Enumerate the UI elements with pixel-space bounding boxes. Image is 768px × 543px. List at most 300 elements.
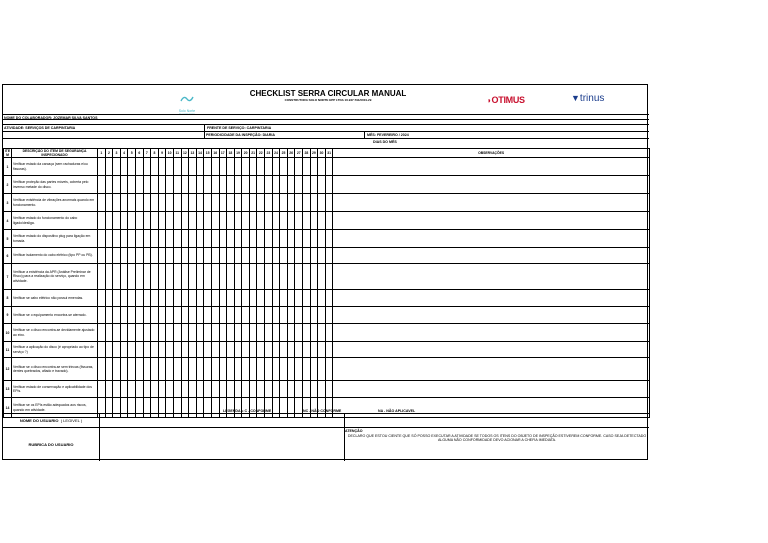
day-check-cell[interactable] <box>120 307 128 324</box>
day-check-cell[interactable] <box>204 290 212 307</box>
day-check-cell[interactable] <box>151 342 159 358</box>
day-check-cell[interactable] <box>227 158 235 176</box>
day-check-cell[interactable] <box>98 158 106 176</box>
day-check-cell[interactable] <box>265 158 273 176</box>
day-check-cell[interactable] <box>189 307 197 324</box>
day-check-cell[interactable] <box>113 290 121 307</box>
day-check-cell[interactable] <box>105 194 113 212</box>
day-check-cell[interactable] <box>166 324 174 342</box>
day-check-cell[interactable] <box>120 212 128 230</box>
day-check-cell[interactable] <box>303 324 311 342</box>
day-check-cell[interactable] <box>113 248 121 264</box>
day-check-cell[interactable] <box>249 230 257 248</box>
day-check-cell[interactable] <box>219 194 227 212</box>
day-check-cell[interactable] <box>310 230 318 248</box>
day-check-cell[interactable] <box>272 324 280 342</box>
day-check-cell[interactable] <box>181 212 189 230</box>
day-check-cell[interactable] <box>105 290 113 307</box>
day-check-cell[interactable] <box>135 158 143 176</box>
day-check-cell[interactable] <box>113 307 121 324</box>
day-check-cell[interactable] <box>113 324 121 342</box>
day-check-cell[interactable] <box>257 176 265 194</box>
day-check-cell[interactable] <box>234 342 242 358</box>
day-check-cell[interactable] <box>211 176 219 194</box>
day-check-cell[interactable] <box>310 342 318 358</box>
day-check-cell[interactable] <box>135 176 143 194</box>
day-check-cell[interactable] <box>143 264 151 290</box>
day-check-cell[interactable] <box>303 158 311 176</box>
day-check-cell[interactable] <box>135 342 143 358</box>
day-check-cell[interactable] <box>227 264 235 290</box>
day-check-cell[interactable] <box>158 248 166 264</box>
observation-cell[interactable] <box>333 290 649 307</box>
day-check-cell[interactable] <box>120 194 128 212</box>
day-check-cell[interactable] <box>295 230 303 248</box>
day-check-cell[interactable] <box>105 248 113 264</box>
day-check-cell[interactable] <box>249 176 257 194</box>
day-check-cell[interactable] <box>242 358 250 381</box>
day-check-cell[interactable] <box>287 230 295 248</box>
day-check-cell[interactable] <box>272 248 280 264</box>
day-check-cell[interactable] <box>143 212 151 230</box>
day-check-cell[interactable] <box>272 230 280 248</box>
day-check-cell[interactable] <box>272 307 280 324</box>
day-check-cell[interactable] <box>105 264 113 290</box>
day-check-cell[interactable] <box>325 290 333 307</box>
day-check-cell[interactable] <box>166 381 174 398</box>
day-check-cell[interactable] <box>105 342 113 358</box>
day-check-cell[interactable] <box>310 264 318 290</box>
observation-cell[interactable] <box>333 194 649 212</box>
day-check-cell[interactable] <box>196 158 204 176</box>
day-check-cell[interactable] <box>242 381 250 398</box>
day-check-cell[interactable] <box>227 290 235 307</box>
day-check-cell[interactable] <box>173 307 181 324</box>
day-check-cell[interactable] <box>287 212 295 230</box>
day-check-cell[interactable] <box>318 307 326 324</box>
day-check-cell[interactable] <box>98 230 106 248</box>
day-check-cell[interactable] <box>280 290 288 307</box>
day-check-cell[interactable] <box>196 307 204 324</box>
day-check-cell[interactable] <box>158 194 166 212</box>
day-check-cell[interactable] <box>219 290 227 307</box>
day-check-cell[interactable] <box>196 194 204 212</box>
day-check-cell[interactable] <box>135 290 143 307</box>
day-check-cell[interactable] <box>295 290 303 307</box>
observation-cell[interactable] <box>333 176 649 194</box>
day-check-cell[interactable] <box>98 342 106 358</box>
day-check-cell[interactable] <box>120 358 128 381</box>
observation-cell[interactable] <box>333 230 649 248</box>
day-check-cell[interactable] <box>135 381 143 398</box>
day-check-cell[interactable] <box>211 342 219 358</box>
day-check-cell[interactable] <box>272 264 280 290</box>
observation-cell[interactable] <box>333 324 649 342</box>
day-check-cell[interactable] <box>249 381 257 398</box>
day-check-cell[interactable] <box>325 212 333 230</box>
day-check-cell[interactable] <box>181 264 189 290</box>
day-check-cell[interactable] <box>211 212 219 230</box>
day-check-cell[interactable] <box>280 176 288 194</box>
day-check-cell[interactable] <box>249 358 257 381</box>
day-check-cell[interactable] <box>272 290 280 307</box>
day-check-cell[interactable] <box>295 158 303 176</box>
day-check-cell[interactable] <box>113 176 121 194</box>
day-check-cell[interactable] <box>295 358 303 381</box>
day-check-cell[interactable] <box>181 194 189 212</box>
observation-cell[interactable] <box>333 158 649 176</box>
day-check-cell[interactable] <box>257 248 265 264</box>
day-check-cell[interactable] <box>158 342 166 358</box>
day-check-cell[interactable] <box>318 324 326 342</box>
day-check-cell[interactable] <box>234 212 242 230</box>
day-check-cell[interactable] <box>211 194 219 212</box>
day-check-cell[interactable] <box>105 158 113 176</box>
day-check-cell[interactable] <box>189 230 197 248</box>
day-check-cell[interactable] <box>265 230 273 248</box>
day-check-cell[interactable] <box>272 342 280 358</box>
day-check-cell[interactable] <box>173 176 181 194</box>
day-check-cell[interactable] <box>234 176 242 194</box>
day-check-cell[interactable] <box>166 342 174 358</box>
day-check-cell[interactable] <box>181 307 189 324</box>
day-check-cell[interactable] <box>151 158 159 176</box>
day-check-cell[interactable] <box>98 194 106 212</box>
day-check-cell[interactable] <box>318 381 326 398</box>
day-check-cell[interactable] <box>265 194 273 212</box>
day-check-cell[interactable] <box>196 176 204 194</box>
day-check-cell[interactable] <box>151 230 159 248</box>
day-check-cell[interactable] <box>287 290 295 307</box>
day-check-cell[interactable] <box>227 230 235 248</box>
day-check-cell[interactable] <box>219 358 227 381</box>
day-check-cell[interactable] <box>295 324 303 342</box>
day-check-cell[interactable] <box>303 194 311 212</box>
day-check-cell[interactable] <box>272 176 280 194</box>
day-check-cell[interactable] <box>280 194 288 212</box>
day-check-cell[interactable] <box>189 158 197 176</box>
day-check-cell[interactable] <box>204 230 212 248</box>
day-check-cell[interactable] <box>249 342 257 358</box>
day-check-cell[interactable] <box>257 158 265 176</box>
day-check-cell[interactable] <box>189 176 197 194</box>
day-check-cell[interactable] <box>204 248 212 264</box>
day-check-cell[interactable] <box>303 290 311 307</box>
day-check-cell[interactable] <box>234 358 242 381</box>
day-check-cell[interactable] <box>310 381 318 398</box>
day-check-cell[interactable] <box>158 264 166 290</box>
day-check-cell[interactable] <box>158 324 166 342</box>
day-check-cell[interactable] <box>173 248 181 264</box>
day-check-cell[interactable] <box>234 248 242 264</box>
day-check-cell[interactable] <box>113 158 121 176</box>
day-check-cell[interactable] <box>128 158 136 176</box>
day-check-cell[interactable] <box>128 176 136 194</box>
day-check-cell[interactable] <box>151 176 159 194</box>
day-check-cell[interactable] <box>242 212 250 230</box>
day-check-cell[interactable] <box>173 158 181 176</box>
day-check-cell[interactable] <box>303 342 311 358</box>
day-check-cell[interactable] <box>227 324 235 342</box>
day-check-cell[interactable] <box>318 212 326 230</box>
day-check-cell[interactable] <box>166 248 174 264</box>
day-check-cell[interactable] <box>303 307 311 324</box>
day-check-cell[interactable] <box>272 358 280 381</box>
day-check-cell[interactable] <box>113 342 121 358</box>
day-check-cell[interactable] <box>219 176 227 194</box>
day-check-cell[interactable] <box>166 290 174 307</box>
day-check-cell[interactable] <box>211 324 219 342</box>
day-check-cell[interactable] <box>219 248 227 264</box>
day-check-cell[interactable] <box>211 358 219 381</box>
day-check-cell[interactable] <box>227 212 235 230</box>
day-check-cell[interactable] <box>128 264 136 290</box>
day-check-cell[interactable] <box>166 307 174 324</box>
day-check-cell[interactable] <box>295 212 303 230</box>
day-check-cell[interactable] <box>265 307 273 324</box>
day-check-cell[interactable] <box>120 230 128 248</box>
day-check-cell[interactable] <box>242 230 250 248</box>
day-check-cell[interactable] <box>219 307 227 324</box>
day-check-cell[interactable] <box>173 264 181 290</box>
day-check-cell[interactable] <box>158 158 166 176</box>
day-check-cell[interactable] <box>105 324 113 342</box>
day-check-cell[interactable] <box>280 307 288 324</box>
day-check-cell[interactable] <box>189 342 197 358</box>
day-check-cell[interactable] <box>173 194 181 212</box>
day-check-cell[interactable] <box>211 248 219 264</box>
day-check-cell[interactable] <box>219 324 227 342</box>
day-check-cell[interactable] <box>173 358 181 381</box>
day-check-cell[interactable] <box>143 358 151 381</box>
day-check-cell[interactable] <box>295 307 303 324</box>
day-check-cell[interactable] <box>128 342 136 358</box>
day-check-cell[interactable] <box>295 176 303 194</box>
day-check-cell[interactable] <box>204 307 212 324</box>
day-check-cell[interactable] <box>113 230 121 248</box>
day-check-cell[interactable] <box>151 358 159 381</box>
day-check-cell[interactable] <box>242 307 250 324</box>
day-check-cell[interactable] <box>98 307 106 324</box>
day-check-cell[interactable] <box>98 212 106 230</box>
user-name-field[interactable] <box>100 414 345 427</box>
day-check-cell[interactable] <box>151 248 159 264</box>
day-check-cell[interactable] <box>135 307 143 324</box>
day-check-cell[interactable] <box>265 381 273 398</box>
day-check-cell[interactable] <box>287 324 295 342</box>
day-check-cell[interactable] <box>143 324 151 342</box>
day-check-cell[interactable] <box>196 264 204 290</box>
day-check-cell[interactable] <box>265 212 273 230</box>
day-check-cell[interactable] <box>128 248 136 264</box>
day-check-cell[interactable] <box>120 248 128 264</box>
day-check-cell[interactable] <box>196 212 204 230</box>
day-check-cell[interactable] <box>120 264 128 290</box>
day-check-cell[interactable] <box>249 290 257 307</box>
day-check-cell[interactable] <box>303 248 311 264</box>
day-check-cell[interactable] <box>204 158 212 176</box>
day-check-cell[interactable] <box>287 158 295 176</box>
day-check-cell[interactable] <box>265 290 273 307</box>
day-check-cell[interactable] <box>265 324 273 342</box>
day-check-cell[interactable] <box>98 290 106 307</box>
day-check-cell[interactable] <box>227 358 235 381</box>
day-check-cell[interactable] <box>196 230 204 248</box>
day-check-cell[interactable] <box>181 248 189 264</box>
day-check-cell[interactable] <box>310 158 318 176</box>
day-check-cell[interactable] <box>120 324 128 342</box>
day-check-cell[interactable] <box>280 158 288 176</box>
day-check-cell[interactable] <box>120 176 128 194</box>
day-check-cell[interactable] <box>310 358 318 381</box>
day-check-cell[interactable] <box>318 264 326 290</box>
day-check-cell[interactable] <box>318 176 326 194</box>
day-check-cell[interactable] <box>219 212 227 230</box>
day-check-cell[interactable] <box>325 358 333 381</box>
day-check-cell[interactable] <box>325 324 333 342</box>
day-check-cell[interactable] <box>135 264 143 290</box>
day-check-cell[interactable] <box>143 176 151 194</box>
day-check-cell[interactable] <box>120 158 128 176</box>
day-check-cell[interactable] <box>242 194 250 212</box>
day-check-cell[interactable] <box>181 324 189 342</box>
day-check-cell[interactable] <box>135 194 143 212</box>
observation-cell[interactable] <box>333 342 649 358</box>
day-check-cell[interactable] <box>204 212 212 230</box>
day-check-cell[interactable] <box>166 194 174 212</box>
day-check-cell[interactable] <box>181 381 189 398</box>
day-check-cell[interactable] <box>249 264 257 290</box>
day-check-cell[interactable] <box>227 381 235 398</box>
day-check-cell[interactable] <box>166 212 174 230</box>
day-check-cell[interactable] <box>272 158 280 176</box>
day-check-cell[interactable] <box>189 324 197 342</box>
day-check-cell[interactable] <box>303 381 311 398</box>
day-check-cell[interactable] <box>242 264 250 290</box>
day-check-cell[interactable] <box>234 324 242 342</box>
day-check-cell[interactable] <box>189 212 197 230</box>
observation-cell[interactable] <box>333 307 649 324</box>
day-check-cell[interactable] <box>173 212 181 230</box>
day-check-cell[interactable] <box>318 158 326 176</box>
day-check-cell[interactable] <box>143 307 151 324</box>
day-check-cell[interactable] <box>325 307 333 324</box>
day-check-cell[interactable] <box>219 230 227 248</box>
day-check-cell[interactable] <box>204 381 212 398</box>
day-check-cell[interactable] <box>249 248 257 264</box>
day-check-cell[interactable] <box>113 381 121 398</box>
day-check-cell[interactable] <box>265 264 273 290</box>
day-check-cell[interactable] <box>204 176 212 194</box>
day-check-cell[interactable] <box>318 342 326 358</box>
day-check-cell[interactable] <box>189 358 197 381</box>
day-check-cell[interactable] <box>135 230 143 248</box>
day-check-cell[interactable] <box>287 176 295 194</box>
day-check-cell[interactable] <box>113 212 121 230</box>
day-check-cell[interactable] <box>166 158 174 176</box>
day-check-cell[interactable] <box>211 307 219 324</box>
day-check-cell[interactable] <box>211 230 219 248</box>
day-check-cell[interactable] <box>189 381 197 398</box>
day-check-cell[interactable] <box>166 176 174 194</box>
day-check-cell[interactable] <box>272 381 280 398</box>
day-check-cell[interactable] <box>303 358 311 381</box>
day-check-cell[interactable] <box>166 230 174 248</box>
day-check-cell[interactable] <box>151 264 159 290</box>
day-check-cell[interactable] <box>196 290 204 307</box>
day-check-cell[interactable] <box>105 307 113 324</box>
day-check-cell[interactable] <box>113 264 121 290</box>
day-check-cell[interactable] <box>173 342 181 358</box>
day-check-cell[interactable] <box>280 358 288 381</box>
day-check-cell[interactable] <box>280 381 288 398</box>
day-check-cell[interactable] <box>151 307 159 324</box>
day-check-cell[interactable] <box>257 194 265 212</box>
day-check-cell[interactable] <box>234 307 242 324</box>
observation-cell[interactable] <box>333 358 649 381</box>
day-check-cell[interactable] <box>219 342 227 358</box>
day-check-cell[interactable] <box>227 307 235 324</box>
day-check-cell[interactable] <box>249 194 257 212</box>
day-check-cell[interactable] <box>189 264 197 290</box>
day-check-cell[interactable] <box>204 264 212 290</box>
day-check-cell[interactable] <box>318 358 326 381</box>
day-check-cell[interactable] <box>211 381 219 398</box>
day-check-cell[interactable] <box>227 176 235 194</box>
day-check-cell[interactable] <box>105 230 113 248</box>
day-check-cell[interactable] <box>295 381 303 398</box>
day-check-cell[interactable] <box>128 324 136 342</box>
day-check-cell[interactable] <box>158 290 166 307</box>
observation-cell[interactable] <box>333 212 649 230</box>
day-check-cell[interactable] <box>189 248 197 264</box>
day-check-cell[interactable] <box>158 212 166 230</box>
day-check-cell[interactable] <box>318 230 326 248</box>
day-check-cell[interactable] <box>128 358 136 381</box>
day-check-cell[interactable] <box>303 230 311 248</box>
day-check-cell[interactable] <box>219 381 227 398</box>
day-check-cell[interactable] <box>242 342 250 358</box>
day-check-cell[interactable] <box>98 358 106 381</box>
day-check-cell[interactable] <box>120 381 128 398</box>
day-check-cell[interactable] <box>272 194 280 212</box>
day-check-cell[interactable] <box>211 158 219 176</box>
day-check-cell[interactable] <box>265 358 273 381</box>
day-check-cell[interactable] <box>128 230 136 248</box>
day-check-cell[interactable] <box>249 212 257 230</box>
day-check-cell[interactable] <box>257 264 265 290</box>
day-check-cell[interactable] <box>143 194 151 212</box>
day-check-cell[interactable] <box>151 290 159 307</box>
day-check-cell[interactable] <box>234 381 242 398</box>
day-check-cell[interactable] <box>173 290 181 307</box>
day-check-cell[interactable] <box>151 194 159 212</box>
day-check-cell[interactable] <box>280 230 288 248</box>
day-check-cell[interactable] <box>158 230 166 248</box>
day-check-cell[interactable] <box>310 324 318 342</box>
day-check-cell[interactable] <box>265 248 273 264</box>
day-check-cell[interactable] <box>128 307 136 324</box>
day-check-cell[interactable] <box>204 324 212 342</box>
day-check-cell[interactable] <box>257 381 265 398</box>
observation-cell[interactable] <box>333 248 649 264</box>
day-check-cell[interactable] <box>287 194 295 212</box>
day-check-cell[interactable] <box>181 176 189 194</box>
day-check-cell[interactable] <box>181 230 189 248</box>
day-check-cell[interactable] <box>310 212 318 230</box>
day-check-cell[interactable] <box>310 248 318 264</box>
day-check-cell[interactable] <box>280 212 288 230</box>
